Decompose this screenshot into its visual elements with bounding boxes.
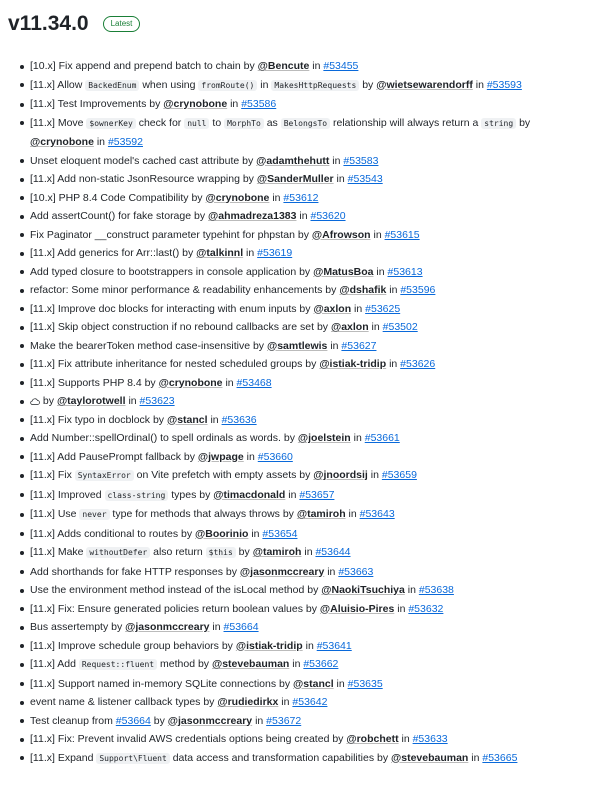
note-text: [11.x] Move <box>30 116 87 129</box>
note-text: in <box>398 733 413 745</box>
release-note-item <box>0 337 597 356</box>
release-notes-list <box>0 57 597 768</box>
note-text: in <box>289 658 304 670</box>
note-text: Bus assertempty by <box>30 621 126 633</box>
author-link[interactable]: @stevebauman <box>211 658 290 670</box>
note-text: on Vite prefetch with empty assets by <box>133 469 314 481</box>
release-note-item <box>0 429 597 448</box>
note-text: in <box>257 78 272 91</box>
note-text: [10.x] Fix append and prepend batch to chain by <box>30 60 258 72</box>
pull-request-link[interactable]: #53663 <box>338 565 374 578</box>
pull-request-link[interactable]: #53644 <box>315 546 351 558</box>
note-text: in <box>329 154 344 167</box>
release-note-item <box>0 374 597 393</box>
release-note-item <box>0 693 597 712</box>
pull-request-link[interactable]: #53654 <box>262 527 298 540</box>
pull-request-link[interactable]: #53664 <box>223 621 259 633</box>
author-link[interactable]: @crynobone <box>163 98 228 110</box>
note-text: types by <box>168 488 214 501</box>
author-link[interactable]: @Bencute <box>257 60 310 72</box>
note-text: [10.x] PHP 8.4 Code Compatibility by <box>30 191 206 204</box>
note-text: by <box>359 78 377 91</box>
note-text: [11.x] Fix attribute inheritance for nested scheduled groups by <box>30 358 320 370</box>
release-note-item <box>0 655 597 675</box>
note-text: in <box>296 210 311 222</box>
note-text: [11.x] Use <box>30 508 80 520</box>
note-text: [11.x] Fix typo in docblock by <box>30 413 167 426</box>
author-link[interactable]: @istiak-tridip <box>235 639 303 652</box>
pull-request-link[interactable]: #53657 <box>299 488 335 501</box>
inline-code: withoutDefer <box>86 547 150 558</box>
inline-code: $this <box>206 547 236 558</box>
author-link[interactable]: @istiak-tridip <box>319 358 387 370</box>
release-note-item <box>0 76 597 96</box>
release-note-item <box>0 618 597 637</box>
note-text: relationship will always return a <box>330 116 482 129</box>
pull-request-link[interactable]: #53613 <box>387 265 423 278</box>
pull-request-link[interactable]: #53596 <box>400 284 436 296</box>
pull-request-link[interactable]: #53586 <box>241 98 277 110</box>
release-note-item <box>0 355 597 374</box>
note-text: [11.x] Supports PHP 8.4 by <box>30 376 159 389</box>
author-link[interactable]: @tamiroh <box>296 508 346 520</box>
pull-request-link[interactable]: #53661 <box>364 432 400 444</box>
author-link[interactable]: @talkinnl <box>196 247 244 259</box>
author-link[interactable]: @axlon <box>330 321 369 333</box>
release-header <box>0 0 597 40</box>
note-text: [11.x] Fix: Prevent invalid AWS credentials options being created by <box>30 733 347 745</box>
pull-request-link[interactable]: #53641 <box>316 639 352 652</box>
note-text: Test cleanup from <box>30 714 116 727</box>
release-note-item <box>0 637 597 656</box>
pull-request-link[interactable]: #53627 <box>341 339 377 352</box>
release-note-item <box>0 300 597 319</box>
note-text: in <box>301 546 316 558</box>
note-text: in <box>278 696 293 708</box>
release-note-item <box>0 466 597 486</box>
note-text: [11.x] Add PausePrompt fallback by <box>30 450 198 463</box>
author-link[interactable]: @timacdonald <box>213 488 286 501</box>
author-link[interactable]: @samtlewis <box>266 339 328 352</box>
pull-request-link[interactable]: #53636 <box>221 413 257 426</box>
note-text: in <box>386 358 401 370</box>
note-text: to <box>209 116 225 129</box>
author-link[interactable]: @crynobone <box>30 136 94 148</box>
note-text: in <box>269 191 284 204</box>
pull-request-link[interactable]: #53620 <box>310 210 346 222</box>
note-text: in <box>370 228 385 241</box>
note-text: [11.x] Allow <box>30 78 86 91</box>
note-text: in <box>404 584 419 596</box>
note-text: type for methods that always throws by <box>109 508 297 520</box>
note-text: in <box>309 60 324 72</box>
note-text: in <box>243 450 258 463</box>
note-text: in <box>345 508 360 520</box>
latest-badge: Latest <box>103 16 141 32</box>
note-text: [11.x] Improved <box>30 488 105 501</box>
pull-request-link[interactable]: #53583 <box>343 154 379 167</box>
author-link[interactable]: @taylorotwell <box>56 395 126 407</box>
author-link[interactable]: @adamthehutt <box>256 154 330 167</box>
author-link[interactable]: @MatusBoa <box>313 265 374 278</box>
author-link[interactable]: @wietsewarendorff <box>376 78 473 91</box>
release-note-item <box>0 263 597 282</box>
release-note-item <box>0 207 597 226</box>
release-note-item <box>0 170 597 189</box>
release-note-item <box>0 749 597 769</box>
inline-code: SyntaxError <box>75 470 134 481</box>
note-text: [11.x] Add <box>30 658 79 670</box>
inline-code: Support\Fluent <box>96 753 169 764</box>
note-text: when using <box>139 78 199 91</box>
note-text: Use the environment method instead of the isLocal method by <box>30 584 322 596</box>
author-link[interactable]: @crynobone <box>158 376 223 389</box>
note-text: Add typed closure to bootstrappers in console application by <box>30 265 314 278</box>
note-text: in <box>227 98 242 110</box>
release-note-item <box>0 318 597 337</box>
release-title[interactable]: v11.34.0 <box>8 12 89 35</box>
release-note-item <box>0 226 597 245</box>
note-text: [11.x] Fix <box>30 469 75 481</box>
note-text: in <box>350 432 365 444</box>
author-link[interactable]: @dshafik <box>339 284 387 296</box>
pull-request-link[interactable]: #53593 <box>486 78 522 91</box>
note-text: in <box>351 302 366 315</box>
pull-request-link[interactable]: #53468 <box>236 376 272 389</box>
author-link[interactable]: @joelstein <box>297 432 351 444</box>
note-text: in <box>209 621 224 633</box>
author-link[interactable]: @SanderMuller <box>256 173 334 185</box>
note-text: in <box>367 469 382 481</box>
author-link[interactable]: @jnoordsij <box>313 469 368 481</box>
release-note-item <box>0 730 597 749</box>
inline-code: never <box>79 509 109 520</box>
note-text: [11.x] Skip object construction if no rebound callbacks are set by <box>30 321 331 333</box>
note-text: [11.x] Add generics for Arr::last() by <box>30 247 197 259</box>
author-link[interactable]: @axlon <box>313 302 352 315</box>
note-text: [11.x] Improve doc blocks for interacting with enum inputs by <box>30 302 314 315</box>
cloud-icon <box>30 395 40 407</box>
author-link[interactable]: @robchett <box>346 733 399 745</box>
author-link[interactable]: @Aluisio-Pires <box>319 602 395 615</box>
release-note-item <box>0 543 597 563</box>
author-link[interactable]: @tamiroh <box>252 546 302 558</box>
author-link[interactable]: @NaokiTsuchiya <box>321 584 405 596</box>
release-note-item <box>0 563 597 582</box>
author-link[interactable]: @ahmadreza1383 <box>208 210 297 222</box>
note-text: Unset eloquent model's cached cast attribute by <box>30 154 257 167</box>
pull-request-link[interactable]: #53592 <box>107 136 143 148</box>
author-link[interactable]: @Boorinio <box>195 527 249 540</box>
note-text: [11.x] Improve schedule group behaviors by <box>30 639 236 652</box>
note-text: in <box>324 565 339 578</box>
release-note-item <box>0 152 597 171</box>
pull-request-link[interactable]: #53672 <box>266 714 302 727</box>
note-text: by <box>516 116 531 129</box>
inline-code: MakesHttpRequests <box>271 80 359 91</box>
note-text: [11.x] Fix: Ensure generated policies return boolean values by <box>30 602 320 615</box>
release-note-item <box>0 486 597 506</box>
note-text: in <box>373 265 388 278</box>
author-link[interactable]: @jasonmccreary <box>167 714 253 727</box>
inline-code: BelongsTo <box>281 118 330 129</box>
release-note-item <box>0 581 597 600</box>
note-text: in <box>248 527 263 540</box>
pull-request-link[interactable]: #53664 <box>115 714 151 727</box>
author-link[interactable]: @jwpage <box>197 450 244 463</box>
note-text: also return <box>150 546 206 558</box>
note-text: in <box>243 247 258 259</box>
note-text: by <box>235 546 253 558</box>
inline-code: MorphTo <box>224 118 264 129</box>
release-note-item <box>0 244 597 263</box>
pull-request-link[interactable]: #53612 <box>283 191 319 204</box>
release-note-item <box>0 505 597 525</box>
release-note-item <box>0 95 597 114</box>
author-link[interactable]: @jasonmccreary <box>125 621 210 633</box>
note-text: in <box>207 413 222 426</box>
pull-request-link[interactable]: #53619 <box>257 247 293 259</box>
note-text: Add Number::spellOrdinal() to spell ordinals as words. by <box>30 432 298 444</box>
release-note-item <box>0 114 597 152</box>
note-text: by <box>40 395 57 407</box>
inline-code: BackedEnum <box>85 80 139 91</box>
note-text: [11.x] Expand <box>30 751 97 764</box>
note-text: Make the bearerToken method case-insensitive by <box>30 339 267 352</box>
note-text: method by <box>157 658 212 670</box>
pull-request-link[interactable]: #53633 <box>412 733 448 745</box>
note-text: Add shorthands for fake HTTP responses by <box>30 565 240 578</box>
pull-request-link[interactable]: #53615 <box>384 228 420 241</box>
release-note-item <box>0 281 597 300</box>
pull-request-link[interactable]: #53623 <box>139 395 175 407</box>
note-text: in <box>386 284 401 296</box>
note-text: in <box>285 488 300 501</box>
release-note-item <box>0 189 597 208</box>
author-link[interactable]: @stancl <box>293 677 334 690</box>
inline-code: null <box>184 118 209 129</box>
inline-code: Request::fluent <box>79 659 157 670</box>
inline-code: fromRoute() <box>198 80 257 91</box>
release-note-item <box>0 57 597 76</box>
note-text: Fix Paginator __construct parameter typehint for phpstan by <box>30 228 312 241</box>
inline-code: class-string <box>105 490 169 501</box>
note-text: [11.x] Test Improvements by <box>30 98 164 110</box>
pull-request-link[interactable]: #53625 <box>365 302 401 315</box>
pull-request-link[interactable]: #53665 <box>482 751 518 764</box>
author-link[interactable]: @crynobone <box>205 191 270 204</box>
note-text: in <box>368 321 383 333</box>
note-text: Add assertCount() for fake storage by <box>30 210 209 222</box>
author-link[interactable]: @stevebauman <box>391 751 469 764</box>
pull-request-link[interactable]: #53642 <box>292 696 328 708</box>
pull-request-link[interactable]: #53632 <box>408 602 444 615</box>
note-text: in <box>333 173 348 185</box>
note-text: by <box>150 714 168 727</box>
release-note-item <box>0 392 597 411</box>
pull-request-link[interactable]: #53659 <box>381 469 417 481</box>
note-text: refactor: Some minor performance & readability enhancements by <box>30 284 340 296</box>
pull-request-link[interactable]: #53455 <box>323 60 359 72</box>
release-note-item <box>0 448 597 467</box>
release-note-item <box>0 411 597 430</box>
release-note-item <box>0 600 597 619</box>
pull-request-link[interactable]: #53635 <box>347 677 383 690</box>
note-text: event name & listener callback types by <box>30 696 218 708</box>
note-text: in <box>472 78 487 91</box>
note-text: in <box>222 376 237 389</box>
release-note-item <box>0 675 597 694</box>
note-text: in <box>93 136 108 148</box>
pull-request-link[interactable]: #53626 <box>400 358 436 370</box>
pull-request-link[interactable]: #53662 <box>303 658 339 670</box>
note-text: [11.x] Make <box>30 546 87 558</box>
release-note-item <box>0 712 597 731</box>
note-text: [11.x] Support named in-memory SQLite connections by <box>30 677 294 690</box>
release-note-item <box>0 525 597 544</box>
note-text: as <box>263 116 281 129</box>
note-text: in <box>327 339 342 352</box>
pull-request-link[interactable]: #53502 <box>382 321 418 333</box>
pull-request-link[interactable]: #53543 <box>347 173 383 185</box>
note-text: in <box>302 639 317 652</box>
note-text: [11.x] Add non-static JsonResource wrapping by <box>30 173 257 185</box>
pull-request-link[interactable]: #53638 <box>418 584 454 596</box>
note-text: check for <box>135 116 185 129</box>
pull-request-link[interactable]: #53643 <box>359 508 395 520</box>
note-text: in <box>252 714 267 727</box>
pull-request-link[interactable]: #53660 <box>257 450 293 463</box>
note-text: in <box>394 602 409 615</box>
note-text: in <box>468 751 483 764</box>
note-text: in <box>333 677 348 690</box>
note-text: in <box>125 395 140 407</box>
note-text: [11.x] Adds conditional to routes by <box>30 527 195 540</box>
author-link[interactable]: @stancl <box>166 413 208 426</box>
inline-code: $ownerKey <box>86 118 135 129</box>
author-link[interactable]: @rudiedirkx <box>217 696 279 708</box>
note-text: data access and transformation capabilities by <box>169 751 391 764</box>
author-link[interactable]: @Afrowson <box>311 228 371 241</box>
inline-code: string <box>481 118 516 129</box>
author-link[interactable]: @jasonmccreary <box>239 565 325 578</box>
